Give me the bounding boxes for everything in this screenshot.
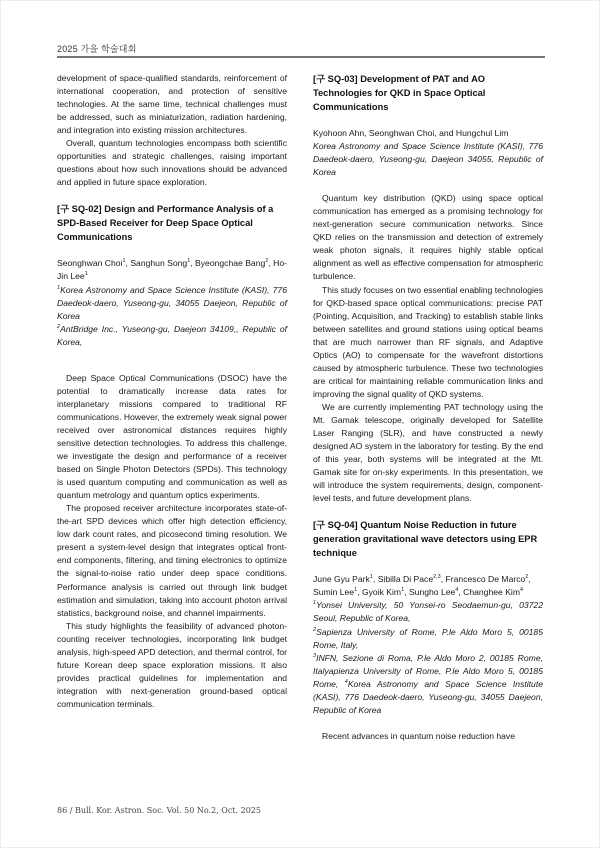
header-rule (57, 56, 545, 58)
affiliation-marker: 1 (369, 574, 373, 581)
running-header: 2025 가을 학술대회 (57, 44, 137, 54)
affiliation (313, 652, 543, 717)
right-column (313, 72, 543, 743)
affiliation (313, 626, 543, 652)
author: June Gyu Park (313, 574, 370, 585)
body-paragraph: The proposed receiver architecture incorporates state-of-the-art SPD devices which offer high detection efficiency, low dark count rates, and picosecond timing resolution. We present a system-level design that integrates optical front-end components, filtering, and timing electronics to optimize the signal-to-noise ratio under deep space conditions. Performance analysis is carried out through link budget estimation and simulation, taking into account photon arrival statistics, background noise, and channel impairments. (57, 503, 287, 618)
abstract-title-sq04: [구 SQ-04] Quantum Noise Reduction in future generation gravitational wave detectors using EPR technique (313, 520, 538, 559)
affiliation-text: Sapienza University of Rome, P.le Aldo Moro 5, 00185 Rome, Italy, (313, 626, 543, 650)
affiliation-marker: 4 (520, 587, 524, 594)
author: Francesco De Marco (445, 574, 526, 585)
affiliation-text: INFN, Sezione di Roma, P.le Aldo Moro 2, 00185 Rome, Italyapienza University of Rome, P.le Aldo Moro 5, 00185 Rome, (313, 652, 543, 689)
affiliation-marker: 1 (401, 587, 405, 594)
body-paragraph: We are currently implementing PAT technology using the Mt. Gamak telescope, originally developed for Satellite Laser Ranging (SLR), and have constructed a newly designed AO system in the laboratory for testing. By the end of this year, both systems will be integrated at the Mt. Gamak site for on-sky experiments. In this presentation, we will introduce the system requirements, design, component-level tests, and future development plans. (313, 401, 543, 504)
left-column (57, 72, 287, 711)
affiliation-marker: 1 (122, 258, 126, 265)
affiliation-text: Yonsei University, 50 Yonsei-ro Seodaemun-gu, 03722 Seoul, Republic of Korea, (313, 600, 543, 624)
author-list-sq03: Kyohoon Ahn, Seonghwan Choi, and Hungchul Lim (313, 128, 509, 138)
affiliation-marker: 1 (187, 258, 191, 265)
affiliation-text: AntBridge Inc., Yuseong-gu, Daejeon 34109,, Republic of Korea, (57, 323, 287, 347)
separator: , (125, 258, 131, 269)
separator: , (440, 574, 446, 585)
author: Sibilla Di Pace (377, 574, 434, 585)
author: Changhee Kim (463, 587, 520, 598)
affiliation-marker: 2 (265, 258, 269, 265)
abstract-title-sq03: [구 SQ-03] Development of PAT and AO Technologies for QKD in Space Optical Communications (313, 74, 486, 112)
separator: , (404, 587, 409, 598)
continuation-paragraph: Overall, quantum technologies encompass both scientific opportunities and strategic challenges, raising important questions about how such innovations should be advanced and applied in future space exploration. (57, 138, 287, 188)
separator: , (190, 258, 196, 269)
body-paragraph: Deep Space Optical Communications (DSOC) have the potential to dramatically increase data rates for interplanetary missions compared to traditional RF communications. However, the extremely weak signal power received over astronomical distances requires highly sensitive detection technologies. To address this challenge, we investigate the design and performance of a receiver based on Single Photon Detectors (SPDs). This technology is used quantum computing and communication as well as quantum metrology and quantum optics experiments. (57, 372, 287, 501)
affiliation-marker: 1 (84, 271, 88, 278)
body-paragraph: Quantum key distribution (QKD) using space optical communication has emerged as a promising technology for next-generation secure communication networks. Since QKD relies on the transmission and detection of extremely weak photon signals, it requires highly stable optical alignment as well as effective compensation for atmospheric turbulence. (313, 193, 543, 282)
abstract-title-sq02: [구 SQ-02] Design and Performance Analysis of a SPD-Based Receiver for Deep Space Optical Communications (57, 204, 274, 243)
author-list-sq04 (313, 573, 543, 599)
affiliation-marker: 1 (57, 284, 61, 291)
author: Sungho Lee (408, 587, 456, 598)
affiliation-text: Korea Astronomy and Space Science Institute (KASI), 776 Daedeok-daero, Yuseong-gu, 34055 Daejeon, Republic of Korea (313, 678, 544, 715)
body-paragraph: This study focuses on two essential enabling technologies for QKD-based space optical communications: precise PAT (Pointing, Acquisition, and Tracking) to establish stable links between satellites and ground stations using optical beams that are much narrower than RF signals, and Adaptive Optics (AO) to compensate for the wavefront distortions caused by atmospheric turbulence. These two technologies are critical for maintaining reliable communication links and improving the signal quality of QKD systems. (313, 284, 543, 399)
separator: , (528, 574, 531, 585)
affiliation (57, 284, 287, 323)
separator: , (458, 587, 464, 598)
page-footer-citation: 86 / Bull. Kor. Astron. Soc. Vol. 50 No.2, Oct. 2025 (57, 806, 261, 815)
affiliation-marker: 2 (525, 574, 529, 581)
affiliation-marker: 4 (344, 678, 348, 685)
affiliation-marker: 1 (313, 600, 317, 607)
body-paragraph: Recent advances in quantum noise reduction have (322, 730, 516, 741)
author: Ho-Jin Lee (57, 258, 287, 282)
affiliation-marker: 2 (57, 323, 61, 330)
affiliation-marker: 4 (455, 587, 459, 594)
author: Seonghwan Choi (57, 258, 123, 269)
affiliation-marker: 2,3 (433, 574, 441, 581)
author-list-sq02 (57, 257, 287, 283)
author: Sanghun Song (130, 258, 188, 269)
separator: , (372, 574, 378, 585)
affiliation-marker: 3 (313, 652, 317, 659)
affiliation (313, 599, 543, 625)
author: Sumin Lee (313, 587, 355, 598)
continuation-paragraph: development of space-qualified standards, reinforcement of international cooperation, and protection of sensitive technologies. At the same time, technical challenges must be addressed, such as miniaturization, radiation hardening, and integration into existing mission architectures. (57, 73, 287, 136)
separator: , (268, 258, 274, 269)
author: Byeongchae Bang (195, 258, 266, 269)
author: Gyoik Kim (361, 587, 402, 598)
affiliation-marker: 1 (354, 587, 358, 594)
affiliation-text: Korea Astronomy and Space Science Institute (KASI), 776 Daedeok-daero, Yuseong-gu, 34055 Daejeon, Republic of Korea (57, 284, 287, 321)
body-paragraph: This study highlights the feasibility of advanced photon-counting receiver technologies, incorporating link budget analysis, high-speed APD detection, and thermal control, for future Korean deep space exploration missions. It also provides practical guidelines for implementation and integration with next-generation ground-based optical communication terminals. (57, 620, 287, 709)
affiliation: Korea Astronomy and Space Science Institute (KASI), 776 Daedeok-daero, Yuseong-gu, Daejeon 34055, Republic of Korea (313, 141, 543, 178)
affiliation-marker: 2 (313, 626, 317, 633)
affiliation (57, 323, 287, 349)
separator: , (357, 587, 362, 598)
